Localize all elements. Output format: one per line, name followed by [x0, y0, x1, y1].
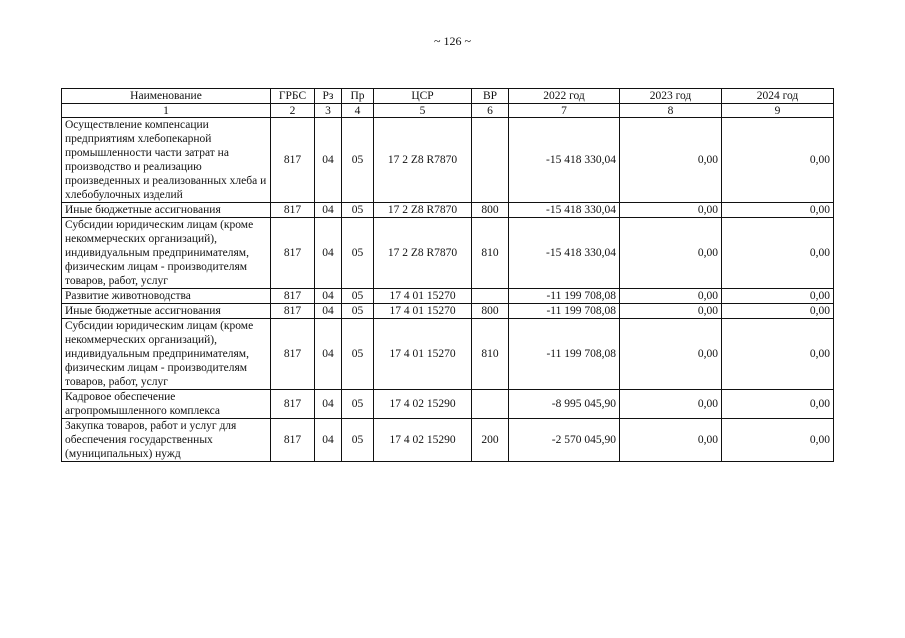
row-csr: 17 4 01 15270 — [374, 289, 472, 304]
row-rz: 04 — [315, 304, 342, 319]
row-rz: 04 — [315, 419, 342, 462]
column-number: 6 — [472, 104, 509, 118]
column-number: 1 — [62, 104, 271, 118]
page-number: ~ 126 ~ — [434, 34, 471, 48]
header-2023: 2023 год — [620, 89, 722, 104]
table-row — [62, 203, 834, 218]
row-2023: 0,00 — [620, 203, 722, 218]
header-vr: ВР — [472, 89, 509, 104]
row-2022: -15 418 330,04 — [509, 203, 620, 218]
row-name: Иные бюджетные ассигнования — [62, 304, 271, 319]
column-number-row — [62, 104, 834, 118]
budget-table — [61, 88, 834, 462]
column-number: 2 — [271, 104, 315, 118]
table-row — [62, 304, 834, 319]
header-pr: Пр — [342, 89, 374, 104]
row-vr — [472, 390, 509, 419]
header-csr: ЦСР — [374, 89, 472, 104]
header-name: Наименование — [62, 89, 271, 104]
table-row — [62, 419, 834, 462]
row-vr — [472, 289, 509, 304]
row-2022: -11 199 708,08 — [509, 319, 620, 390]
header-row — [62, 89, 834, 104]
row-2024: 0,00 — [722, 218, 834, 289]
table-row — [62, 289, 834, 304]
row-csr: 17 4 02 15290 — [374, 419, 472, 462]
row-2022: -11 199 708,08 — [509, 304, 620, 319]
row-2022: -2 570 045,90 — [509, 419, 620, 462]
row-vr: 800 — [472, 203, 509, 218]
row-pr: 05 — [342, 319, 374, 390]
row-csr: 17 2 Z8 R7870 — [374, 203, 472, 218]
header-grbs: ГРБС — [271, 89, 315, 104]
row-rz: 04 — [315, 390, 342, 419]
row-grbs: 817 — [271, 390, 315, 419]
column-number: 4 — [342, 104, 374, 118]
row-2022: -11 199 708,08 — [509, 289, 620, 304]
row-name: Осуществление компенсации предприятиям хлебопекарной промышленности части затрат на производство и реализацию произведенных и реализованных хлеба и хлебобулочных изделий — [62, 118, 271, 203]
row-pr: 05 — [342, 289, 374, 304]
header-rz: Рз — [315, 89, 342, 104]
row-rz: 04 — [315, 319, 342, 390]
row-2022: -15 418 330,04 — [509, 218, 620, 289]
row-grbs: 817 — [271, 419, 315, 462]
row-pr: 05 — [342, 203, 374, 218]
row-vr — [472, 118, 509, 203]
row-2023: 0,00 — [620, 304, 722, 319]
row-vr: 810 — [472, 218, 509, 289]
row-2024: 0,00 — [722, 118, 834, 203]
row-pr: 05 — [342, 218, 374, 289]
row-grbs: 817 — [271, 218, 315, 289]
row-2022: -8 995 045,90 — [509, 390, 620, 419]
row-rz: 04 — [315, 289, 342, 304]
column-number: 8 — [620, 104, 722, 118]
row-name: Кадровое обеспечение агропромышленного комплекса — [62, 390, 271, 419]
row-csr: 17 2 Z8 R7870 — [374, 218, 472, 289]
row-rz: 04 — [315, 203, 342, 218]
row-2023: 0,00 — [620, 289, 722, 304]
column-number: 7 — [509, 104, 620, 118]
column-number: 3 — [315, 104, 342, 118]
table-row — [62, 118, 834, 203]
row-2024: 0,00 — [722, 203, 834, 218]
row-csr: 17 4 01 15270 — [374, 319, 472, 390]
row-grbs: 817 — [271, 304, 315, 319]
row-pr: 05 — [342, 419, 374, 462]
row-grbs: 817 — [271, 203, 315, 218]
row-csr: 17 2 Z8 R7870 — [374, 118, 472, 203]
row-csr: 17 4 01 15270 — [374, 304, 472, 319]
row-2022: -15 418 330,04 — [509, 118, 620, 203]
row-2023: 0,00 — [620, 319, 722, 390]
row-rz: 04 — [315, 218, 342, 289]
column-number: 5 — [374, 104, 472, 118]
row-vr: 200 — [472, 419, 509, 462]
row-2023: 0,00 — [620, 218, 722, 289]
row-pr: 05 — [342, 118, 374, 203]
row-pr: 05 — [342, 390, 374, 419]
row-name: Развитие животноводства — [62, 289, 271, 304]
row-rz: 04 — [315, 118, 342, 203]
column-number: 9 — [722, 104, 834, 118]
row-name: Субсидии юридическим лицам (кроме некоммерческих организаций), индивидуальным предпринимателям, физическим лицам - производителям товаров, работ, услуг — [62, 218, 271, 289]
row-csr: 17 4 02 15290 — [374, 390, 472, 419]
table-row — [62, 218, 834, 289]
row-grbs: 817 — [271, 118, 315, 203]
row-2024: 0,00 — [722, 304, 834, 319]
row-2024: 0,00 — [722, 289, 834, 304]
header-2024: 2024 год — [722, 89, 834, 104]
row-2024: 0,00 — [722, 419, 834, 462]
row-vr: 810 — [472, 319, 509, 390]
row-2023: 0,00 — [620, 390, 722, 419]
row-grbs: 817 — [271, 319, 315, 390]
row-2023: 0,00 — [620, 419, 722, 462]
row-name: Закупка товаров, работ и услуг для обеспечения государственных (муниципальных) нужд — [62, 419, 271, 462]
row-2024: 0,00 — [722, 319, 834, 390]
header-2022: 2022 год — [509, 89, 620, 104]
row-2024: 0,00 — [722, 390, 834, 419]
row-vr: 800 — [472, 304, 509, 319]
row-name: Субсидии юридическим лицам (кроме некоммерческих организаций), индивидуальным предпринимателям, физическим лицам - производителям товаров, работ, услуг — [62, 319, 271, 390]
row-name: Иные бюджетные ассигнования — [62, 203, 271, 218]
table-row — [62, 390, 834, 419]
row-grbs: 817 — [271, 289, 315, 304]
row-pr: 05 — [342, 304, 374, 319]
row-2023: 0,00 — [620, 118, 722, 203]
table-row — [62, 319, 834, 390]
